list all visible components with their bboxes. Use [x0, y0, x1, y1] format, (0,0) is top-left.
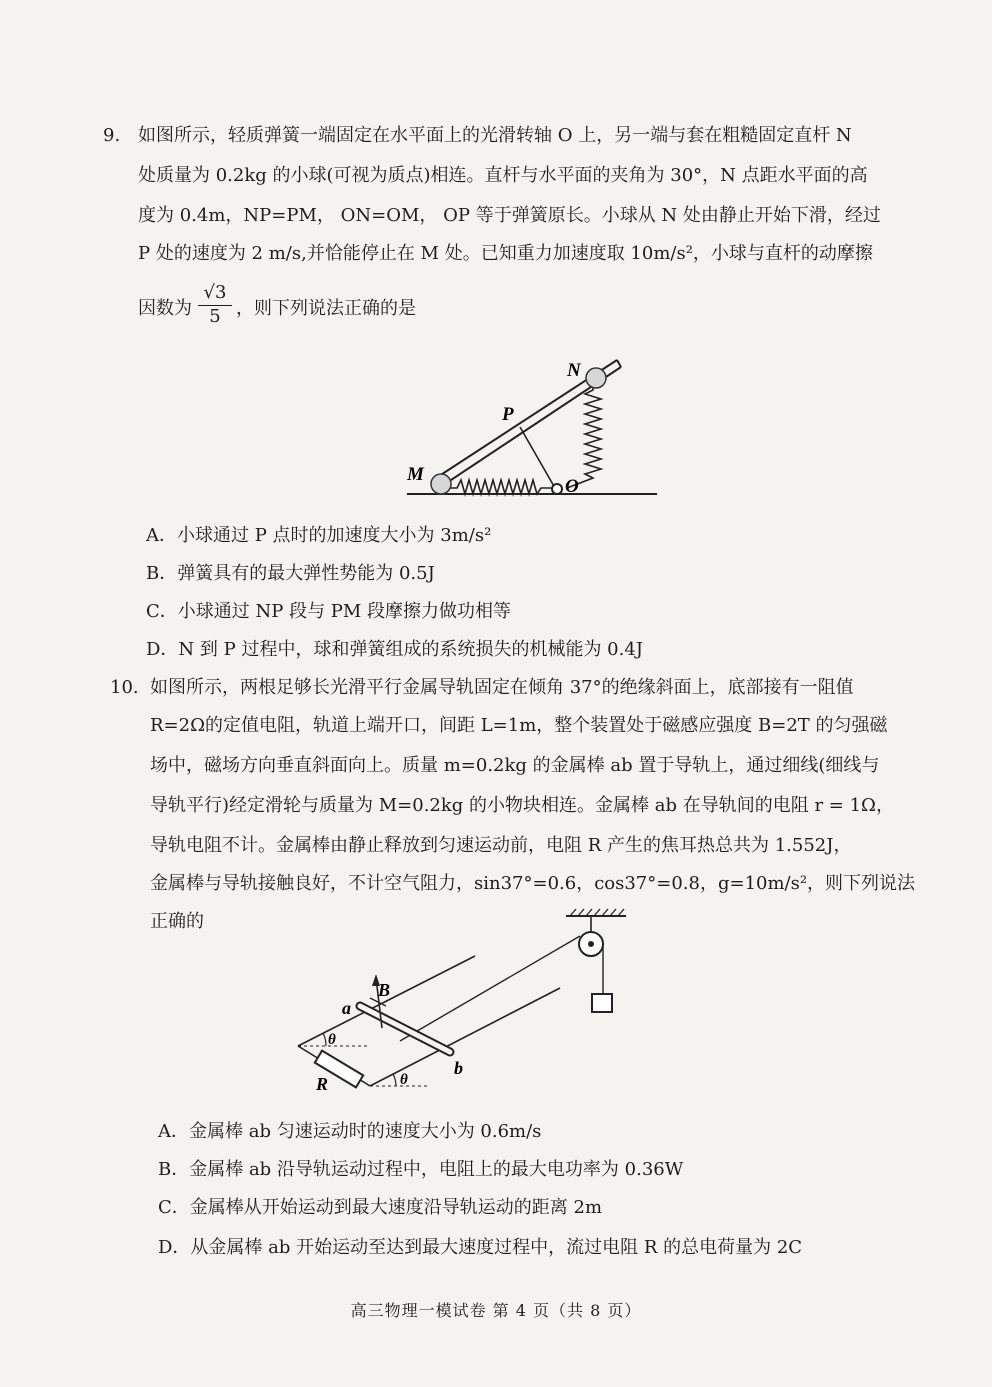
q10-angle-arc-2 [393, 1074, 396, 1086]
q9-line-5-suffix: ，则下列说法正确的是 [236, 298, 416, 319]
q9-line-1: 如图所示，轻质弹簧一端固定在水平面上的光滑转轴 O 上，另一端与套在粗糙固定直杆 N [138, 125, 852, 146]
q9-number: 9. [103, 125, 121, 146]
q9-label-M: M [407, 464, 424, 485]
q10-line-7: 正确的 [150, 911, 204, 932]
q9-label-O: O [565, 476, 579, 497]
q9-option-a: A．小球通过 P 点时的加速度大小为 3m/s² [146, 525, 492, 546]
q10-number: 10. [110, 677, 139, 698]
q10-option-a: A．金属棒 ab 匀速运动时的速度大小为 0.6m/s [158, 1121, 542, 1142]
q9-ball-N [586, 368, 606, 388]
q10-label-R: R [316, 1074, 329, 1094]
q10-option-d: D．从金属棒 ab 开始运动至达到最大速度过程中，流过电阻 R 的总电荷量为 2C [158, 1237, 803, 1258]
q10-line-4: 导轨平行)经定滑轮与质量为 M=0.2kg 的小物块相连。金属棒 ab 在导轨间的电阻 r = 1Ω， [150, 795, 894, 816]
q9-line-5-prefix: 因数为 [138, 298, 192, 319]
q10-line-6: 金属棒与导轨接触良好，不计空气阻力，sin37°=0.6，cos37°=0.8，g=10m/s²，则下列说法 [150, 873, 916, 894]
q9-spring-horizontal [447, 480, 551, 494]
q10-label-a: a [342, 998, 351, 1018]
q9-label-P: P [502, 404, 514, 425]
q9-spring-vertical [567, 380, 601, 488]
q10-ceiling-hatch [570, 909, 624, 916]
q9-option-b: B．弹簧具有的最大弹性势能为 0.5J [146, 563, 435, 584]
q10-label-B: B [378, 980, 391, 1000]
q10-rod-ab [360, 1006, 450, 1052]
q10-label-theta-1: θ [328, 1032, 336, 1048]
q10-string-to-rod [400, 936, 580, 1041]
q10-line-1: 如图所示，两根足够长光滑平行金属导轨固定在倾角 37°的绝缘斜面上，底部接有一阻值 [150, 677, 854, 698]
q9-rod-end [617, 360, 621, 367]
q9-pivot-O [552, 484, 562, 494]
q10-line-3: 场中，磁场方向垂直斜面向上。质量 m=0.2kg 的金属棒 ab 置于导轨上，通过细线(细线与 [150, 755, 880, 776]
q9-line-4: P 处的速度为 2 m/s,并恰能停止在 M 处。已知重力加速度取 10m/s²，小球与直杆的动摩擦 [138, 243, 873, 264]
q9-line-3: 度为 0.4m，NP=PM， ON=OM， OP 等于弹簧原长。小球从 N 处由静止开始下滑，经过 [138, 205, 881, 226]
page-footer: 高三物理一模试卷 第 4 页（共 8 页） [350, 1301, 642, 1320]
q9-option-c: C．小球通过 NP 段与 PM 段摩擦力做功相等 [146, 601, 512, 622]
q9-line-2: 处质量为 0.2kg 的小球(可视为质点)相连。直杆与水平面的夹角为 30°，N 点距水平面的高 [138, 165, 868, 186]
q10-angle-arc-1 [323, 1033, 326, 1046]
q10-line-5: 导轨电阻不计。金属棒由静止释放到匀速运动前，电阻 R 产生的焦耳热总共为 1.552J， [150, 835, 852, 856]
q10-figure [290, 906, 630, 1096]
q9-label-N: N [567, 360, 581, 381]
q10-option-c: C．金属棒从开始运动到最大速度沿导轨运动的距离 2m [158, 1197, 603, 1218]
q9-option-d: D．N 到 P 过程中，球和弹簧组成的系统损失的机械能为 0.4J [146, 639, 644, 660]
q10-rail-upper [298, 956, 475, 1046]
q9-figure [395, 350, 665, 510]
q9-fraction-numerator: √3 [198, 282, 232, 306]
q9-fraction [198, 282, 232, 327]
q10-pulley-axle [588, 941, 594, 947]
q10-line-2: R=2Ω的定值电阻，轨道上端开口，间距 L=1m，整个装置处于磁感应强度 B=2T 的匀强磁 [150, 715, 888, 736]
q10-option-b: B．金属棒 ab 沿导轨运动过程中，电阻上的最大电功率为 0.36W [158, 1159, 684, 1180]
q9-ball-M [431, 474, 451, 494]
q10-label-theta-2: θ [400, 1072, 408, 1088]
q9-fraction-denominator: 5 [209, 306, 221, 327]
q10-label-b: b [454, 1058, 463, 1078]
q10-block-M [592, 994, 612, 1012]
